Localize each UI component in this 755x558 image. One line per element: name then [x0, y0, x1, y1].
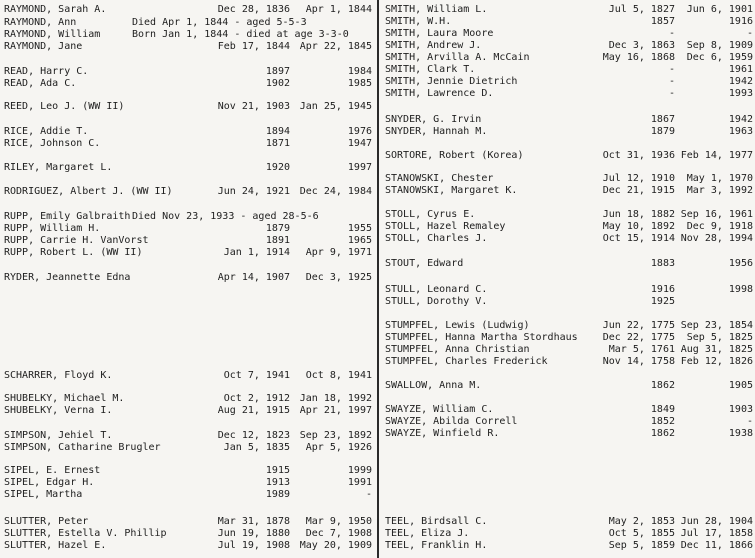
entry-death-date: - — [746, 416, 753, 427]
entry-name: SLUTTER, Estella V. Phillip — [4, 528, 167, 539]
entry-death-date: 1938 — [728, 428, 753, 439]
entry-name: STUMPFEL, Lewis (Ludwig) — [385, 320, 530, 331]
entry-death-date: 1999 — [347, 465, 372, 476]
entry-name: SORTORE, Robert (Korea) — [385, 150, 524, 161]
entry-death-date: Nov 28, 1994 — [680, 233, 753, 244]
entry-birth-date: Jun 19, 1880 — [217, 528, 290, 539]
entry-name: RAYMOND, Ann — [4, 17, 77, 28]
entry-birth-date: 1867 — [650, 114, 675, 125]
entry-birth-date: Nov 21, 1903 — [217, 101, 290, 112]
entry-name: RICE, Johnson C. — [4, 138, 101, 149]
entry-death-date: Jun 28, 1904 — [680, 516, 753, 527]
entry-row — [381, 150, 755, 162]
entry-birth-date: Jun 18, 1882 — [602, 209, 675, 220]
entry-row — [381, 356, 755, 368]
entry-death-date: 1963 — [728, 126, 753, 137]
entry-row — [0, 442, 377, 454]
entry-row — [381, 296, 755, 308]
entry-death-date: Dec 6, 1959 — [686, 52, 753, 63]
entry-row — [381, 52, 755, 64]
entry-name: STUMPFEL, Anna Christian — [385, 344, 530, 355]
entry-birth-date: 1913 — [265, 477, 290, 488]
entry-birth-date: Sep 5, 1859 — [608, 540, 675, 551]
entry-name: SIPEL, E. Ernest — [4, 465, 101, 476]
entry-row — [381, 114, 755, 126]
entry-row — [381, 380, 755, 392]
entry-birth-date: 1920 — [265, 162, 290, 173]
entry-row — [0, 162, 377, 174]
entry-row — [0, 405, 377, 417]
entry-name: SWAYZE, William C. — [385, 404, 494, 415]
entry-name: STOLL, Hazel Remaley — [385, 221, 506, 232]
entry-birth-date: 1862 — [650, 380, 675, 391]
entry-death-date: Oct 8, 1941 — [305, 370, 372, 381]
entry-death-date: Sep 23, 1854 — [680, 320, 753, 331]
entry-name: SMITH, William L. — [385, 4, 488, 15]
entry-name: RYDER, Jeannette Edna — [4, 272, 131, 283]
entry-birth-date: Mar 5, 1761 — [608, 344, 675, 355]
entry-name: RUPP, Carrie H. VanVorst — [4, 235, 149, 246]
entry-death-date: Apr 9, 1971 — [305, 247, 372, 258]
entry-name: TEEL, Eliza J. — [385, 528, 470, 539]
entry-name: SWALLOW, Anna M. — [385, 380, 482, 391]
entry-row — [0, 78, 377, 90]
entry-death-date: 1993 — [728, 88, 753, 99]
entry-birth-date: 1852 — [650, 416, 675, 427]
entry-death-date: Jul 17, 1858 — [680, 528, 753, 539]
entry-birth-date: Dec 22, 1775 — [602, 332, 675, 343]
entry-death-date: 1905 — [728, 380, 753, 391]
entry-birth-date: 1879 — [650, 126, 675, 137]
entry-name: SMITH, Arvilla A. McCain — [385, 52, 530, 63]
entry-name: SIPEL, Martha — [4, 489, 83, 500]
entry-death-date: Jan 25, 1945 — [299, 101, 372, 112]
entry-death-date: Sep 8, 1909 — [686, 40, 753, 51]
entry-row — [381, 258, 755, 270]
entry-row — [381, 540, 755, 552]
entry-death-date: Apr 1, 1844 — [305, 4, 372, 15]
entry-row — [0, 29, 377, 41]
entry-name: SCHARRER, Floyd K. — [4, 370, 113, 381]
entry-birth-date: May 2, 1853 — [608, 516, 675, 527]
entry-name: STULL, Leonard C. — [385, 284, 488, 295]
entry-death-date: 1956 — [728, 258, 753, 269]
entry-note: Born Jan 1, 1844 - died at age 3-3-0 — [132, 29, 349, 40]
entry-death-date: Feb 12, 1826 — [680, 356, 753, 367]
entry-row — [0, 4, 377, 16]
entry-birth-date: - — [668, 28, 675, 39]
entry-name: RAYMOND, Sarah A. — [4, 4, 107, 15]
entry-name: RUPP, Emily Galbraith — [4, 211, 131, 222]
entry-note: Died Apr 1, 1844 - aged 5-5-3 — [132, 17, 307, 28]
entry-death-date: Jun 6, 1901 — [686, 4, 753, 15]
entry-row — [381, 284, 755, 296]
entry-row — [381, 209, 755, 221]
entry-name: STUMPFEL, Hanna Martha Stordhaus — [385, 332, 578, 343]
entry-death-date: 1984 — [347, 66, 372, 77]
entry-row — [0, 247, 377, 259]
entry-name: RUPP, William H. — [4, 223, 101, 234]
entry-birth-date: 1916 — [650, 284, 675, 295]
entry-row — [381, 221, 755, 233]
entry-row — [0, 272, 377, 284]
entry-death-date: Dec 3, 1925 — [305, 272, 372, 283]
entry-birth-date: Dec 21, 1915 — [602, 185, 675, 196]
entry-row — [381, 320, 755, 332]
entry-birth-date: Mar 31, 1878 — [217, 516, 290, 527]
entry-name: RICE, Addie T. — [4, 126, 89, 137]
entry-name: SWAYZE, Abilda Correll — [385, 416, 518, 427]
entry-name: SIMPSON, Jehiel T. — [4, 430, 113, 441]
entry-row — [381, 4, 755, 16]
entry-name: SMITH, Andrew J. — [385, 40, 482, 51]
entry-death-date: Dec 7, 1908 — [305, 528, 372, 539]
entry-death-date: 1961 — [728, 64, 753, 75]
entry-row — [0, 477, 377, 489]
entry-birth-date: 1891 — [265, 235, 290, 246]
entry-row — [381, 28, 755, 40]
entry-death-date: 1955 — [347, 223, 372, 234]
entry-name: RODRIGUEZ, Albert J. (WW II) — [4, 186, 173, 197]
entry-row — [381, 126, 755, 138]
entry-birth-date: Jun 24, 1921 — [217, 186, 290, 197]
entry-birth-date: Jul 12, 1910 — [602, 173, 675, 184]
entry-row — [381, 88, 755, 100]
entry-name: RAYMOND, Jane — [4, 41, 83, 52]
entry-birth-date: Jan 1, 1914 — [223, 247, 290, 258]
entry-birth-date: - — [668, 88, 675, 99]
entry-birth-date: Dec 28, 1836 — [217, 4, 290, 15]
entry-name: STOLL, Charles J. — [385, 233, 488, 244]
entry-row — [381, 428, 755, 440]
entry-birth-date: 1897 — [265, 66, 290, 77]
entry-row — [381, 404, 755, 416]
entry-birth-date: Oct 15, 1914 — [602, 233, 675, 244]
entry-name: SIMPSON, Catharine Brugler — [4, 442, 161, 453]
entry-birth-date: 1925 — [650, 296, 675, 307]
entry-birth-date: Oct 7, 1941 — [223, 370, 290, 381]
entry-birth-date: May 10, 1892 — [602, 221, 675, 232]
entry-name: STANOWSKI, Chester — [385, 173, 494, 184]
entry-birth-date: 1894 — [265, 126, 290, 137]
entry-name: SWAYZE, Winfield R. — [385, 428, 500, 439]
entry-row — [0, 101, 377, 113]
entry-row — [0, 540, 377, 552]
entry-name: REED, Leo J. (WW II) — [4, 101, 125, 112]
entry-death-date: 1965 — [347, 235, 372, 246]
entry-birth-date: Jul 5, 1827 — [608, 4, 675, 15]
entry-death-date: Mar 9, 1950 — [305, 516, 372, 527]
entry-death-date: 1976 — [347, 126, 372, 137]
entry-row — [381, 40, 755, 52]
entry-death-date: Dec 24, 1984 — [299, 186, 372, 197]
entry-death-date: Feb 14, 1977 — [680, 150, 753, 161]
entry-row — [0, 516, 377, 528]
entry-death-date: 1942 — [728, 114, 753, 125]
entry-name: STOUT, Edward — [385, 258, 464, 269]
entry-death-date: - — [746, 28, 753, 39]
entry-name: READ, Harry C. — [4, 66, 89, 77]
entry-name: SNYDER, G. Irvin — [385, 114, 482, 125]
entry-birth-date: Dec 12, 1823 — [217, 430, 290, 441]
entry-birth-date: Oct 5, 1855 — [608, 528, 675, 539]
entry-birth-date: Jul 19, 1908 — [217, 540, 290, 551]
entry-death-date: Sep 23, 1892 — [299, 430, 372, 441]
entry-row — [0, 430, 377, 442]
right-column — [381, 0, 755, 558]
entry-birth-date: 1862 — [650, 428, 675, 439]
entry-birth-date: - — [668, 76, 675, 87]
entry-name: STOLL, Cyrus E. — [385, 209, 476, 220]
entry-row — [381, 516, 755, 528]
entry-death-date: 1903 — [728, 404, 753, 415]
entry-row — [381, 64, 755, 76]
entry-name: RAYMOND, William — [4, 29, 101, 40]
entry-death-date: Dec 11, 1866 — [680, 540, 753, 551]
entry-birth-date: 1849 — [650, 404, 675, 415]
entry-row — [0, 393, 377, 405]
entry-death-date: 1947 — [347, 138, 372, 149]
entry-name: SHUBELKY, Verna I. — [4, 405, 113, 416]
entry-name: RILEY, Margaret L. — [4, 162, 113, 173]
entry-row — [0, 223, 377, 235]
entry-row — [0, 235, 377, 247]
entry-birth-date: 1871 — [265, 138, 290, 149]
entry-row — [0, 138, 377, 150]
entry-name: READ, Ada C. — [4, 78, 77, 89]
entry-death-date: Jan 18, 1992 — [299, 393, 372, 404]
entry-birth-date: - — [668, 64, 675, 75]
entry-name: STANOWSKI, Margaret K. — [385, 185, 518, 196]
entry-row — [0, 211, 377, 223]
entry-name: TEEL, Franklin H. — [385, 540, 488, 551]
entry-name: SLUTTER, Peter — [4, 516, 89, 527]
entry-death-date: Sep 5, 1825 — [686, 332, 753, 343]
entry-death-date: 1998 — [728, 284, 753, 295]
entry-row — [381, 16, 755, 28]
entry-birth-date: Jan 5, 1835 — [223, 442, 290, 453]
entry-death-date: 1942 — [728, 76, 753, 87]
entry-death-date: 1997 — [347, 162, 372, 173]
entry-note: Died Nov 23, 1933 - aged 28-5-6 — [132, 211, 319, 222]
entry-name: SMITH, W.H. — [385, 16, 452, 27]
entry-birth-date: 1883 — [650, 258, 675, 269]
entry-death-date: Apr 21, 1997 — [299, 405, 372, 416]
entry-row — [0, 186, 377, 198]
entry-birth-date: Apr 14, 1907 — [217, 272, 290, 283]
entry-row — [381, 528, 755, 540]
entry-row — [0, 489, 377, 501]
entry-row — [381, 344, 755, 356]
entry-name: STUMPFEL, Charles Frederick — [385, 356, 548, 367]
entry-birth-date: May 16, 1868 — [602, 52, 675, 63]
entry-row — [381, 416, 755, 428]
entry-row — [381, 332, 755, 344]
entry-row — [0, 126, 377, 138]
entry-birth-date: Nov 14, 1758 — [602, 356, 675, 367]
entry-row — [381, 185, 755, 197]
entry-row — [0, 41, 377, 53]
entry-row — [381, 233, 755, 245]
entry-name: SMITH, Laura Moore — [385, 28, 494, 39]
entry-row — [0, 66, 377, 78]
entry-row — [0, 528, 377, 540]
entry-name: SMITH, Clark T. — [385, 64, 476, 75]
entry-row — [0, 370, 377, 382]
entry-death-date: Apr 5, 1926 — [305, 442, 372, 453]
left-column — [0, 0, 377, 558]
entry-name: TEEL, Birdsall C. — [385, 516, 488, 527]
entry-name: SHUBELKY, Michael M. — [4, 393, 125, 404]
column-divider — [377, 0, 379, 558]
entry-birth-date: 1857 — [650, 16, 675, 27]
entry-name: SMITH, Jennie Dietrich — [385, 76, 518, 87]
entry-row — [381, 173, 755, 185]
entry-birth-date: 1879 — [265, 223, 290, 234]
entry-row — [0, 465, 377, 477]
entry-death-date: Dec 9, 1918 — [686, 221, 753, 232]
entry-death-date: Sep 16, 1961 — [680, 209, 753, 220]
entry-name: SLUTTER, Hazel E. — [4, 540, 107, 551]
entry-birth-date: Feb 17, 1844 — [217, 41, 290, 52]
entry-row — [0, 17, 377, 29]
entry-death-date: 1991 — [347, 477, 372, 488]
entry-birth-date: Jun 22, 1775 — [602, 320, 675, 331]
entry-birth-date: 1915 — [265, 465, 290, 476]
entry-death-date: 1985 — [347, 78, 372, 89]
entry-name: SNYDER, Hannah M. — [385, 126, 488, 137]
entry-name: STULL, Dorothy V. — [385, 296, 488, 307]
entry-birth-date: Oct 2, 1912 — [223, 393, 290, 404]
entry-birth-date: Oct 31, 1936 — [602, 150, 675, 161]
entry-row — [381, 76, 755, 88]
entry-death-date: Aug 31, 1825 — [680, 344, 753, 355]
entry-death-date: - — [365, 489, 372, 500]
entry-death-date: May 1, 1970 — [686, 173, 753, 184]
entry-name: SMITH, Lawrence D. — [385, 88, 494, 99]
entry-birth-date: 1902 — [265, 78, 290, 89]
entry-name: RUPP, Robert L. (WW II) — [4, 247, 143, 258]
entry-death-date: May 20, 1909 — [299, 540, 372, 551]
entry-death-date: Mar 3, 1992 — [686, 185, 753, 196]
entry-birth-date: 1989 — [265, 489, 290, 500]
entry-birth-date: Dec 3, 1863 — [608, 40, 675, 51]
entry-birth-date: Aug 21, 1915 — [217, 405, 290, 416]
entry-death-date: 1916 — [728, 16, 753, 27]
entry-name: SIPEL, Edgar H. — [4, 477, 95, 488]
entry-death-date: Apr 22, 1845 — [299, 41, 372, 52]
